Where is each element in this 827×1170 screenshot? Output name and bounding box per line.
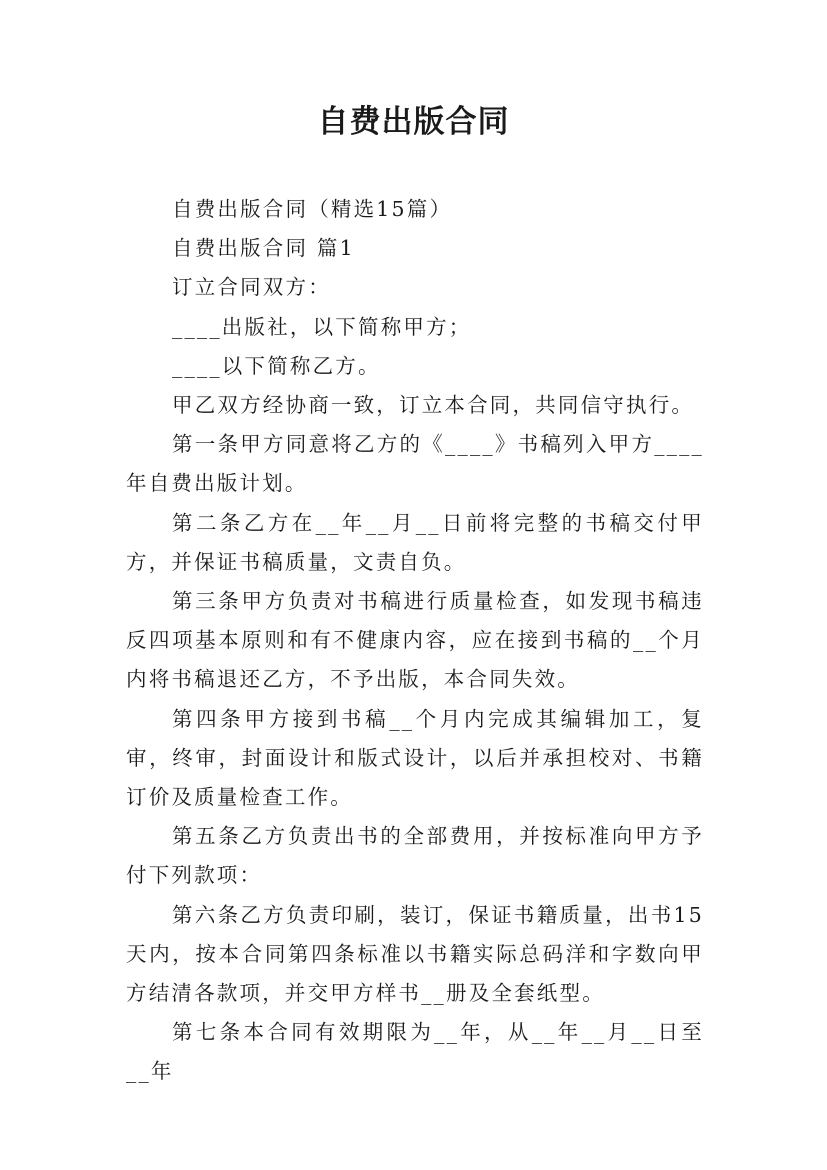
document-body [126,190,704,1092]
paragraph-article-5: 第五条乙方负责出书的全部费用，并按标准向甲方予付下列款项： [126,824,704,888]
paragraph-article-3: 第三条甲方负责对书稿进行质量检查，如发现书稿违反四项基本原则和有不健康内容，应在接到书稿的__个月内将书稿退还乙方，不予出版，本合同失效。 [126,589,704,692]
paragraph-article-7: 第七条本合同有效期限为__年，从__年__月__日至__年 [126,1020,704,1084]
paragraph-party-b: ____以下简称乙方。 [172,353,381,378]
paragraph-party-a: ____出版社，以下简称甲方； [172,314,472,339]
paragraph-article-2: 第二条乙方在__年__月__日前将完整的书稿交付甲方，并保证书稿质量，文责自负。 [126,510,704,574]
paragraph-article-1: 第一条甲方同意将乙方的《____》书稿列入甲方____年自费出版计划。 [126,432,704,496]
paragraph-article-6: 第六条乙方负责印刷，装订，保证书籍质量，出书15天内，按本合同第四条标准以书籍实际总码洋和字数向甲方结清各款项，并交甲方样书__册及全套纸型。 [126,902,704,1006]
paragraph-section-heading: 自费出版合同 篇1 [172,236,355,261]
paragraph-subtitle: 自费出版合同（精选15篇） [172,197,453,221]
paragraph-agreement: 甲乙双方经协商一致，订立本合同，共同信守执行。 [172,393,695,418]
document-title: 自费出版合同 [317,104,510,140]
paragraph-article-4: 第四条甲方接到书稿__个月内完成其编辑加工，复审，终审，封面设计和版式设计，以后并承担校对、书籍订价及质量检查工作。 [126,706,704,810]
paragraph-parties-intro: 订立合同双方： [172,275,331,300]
